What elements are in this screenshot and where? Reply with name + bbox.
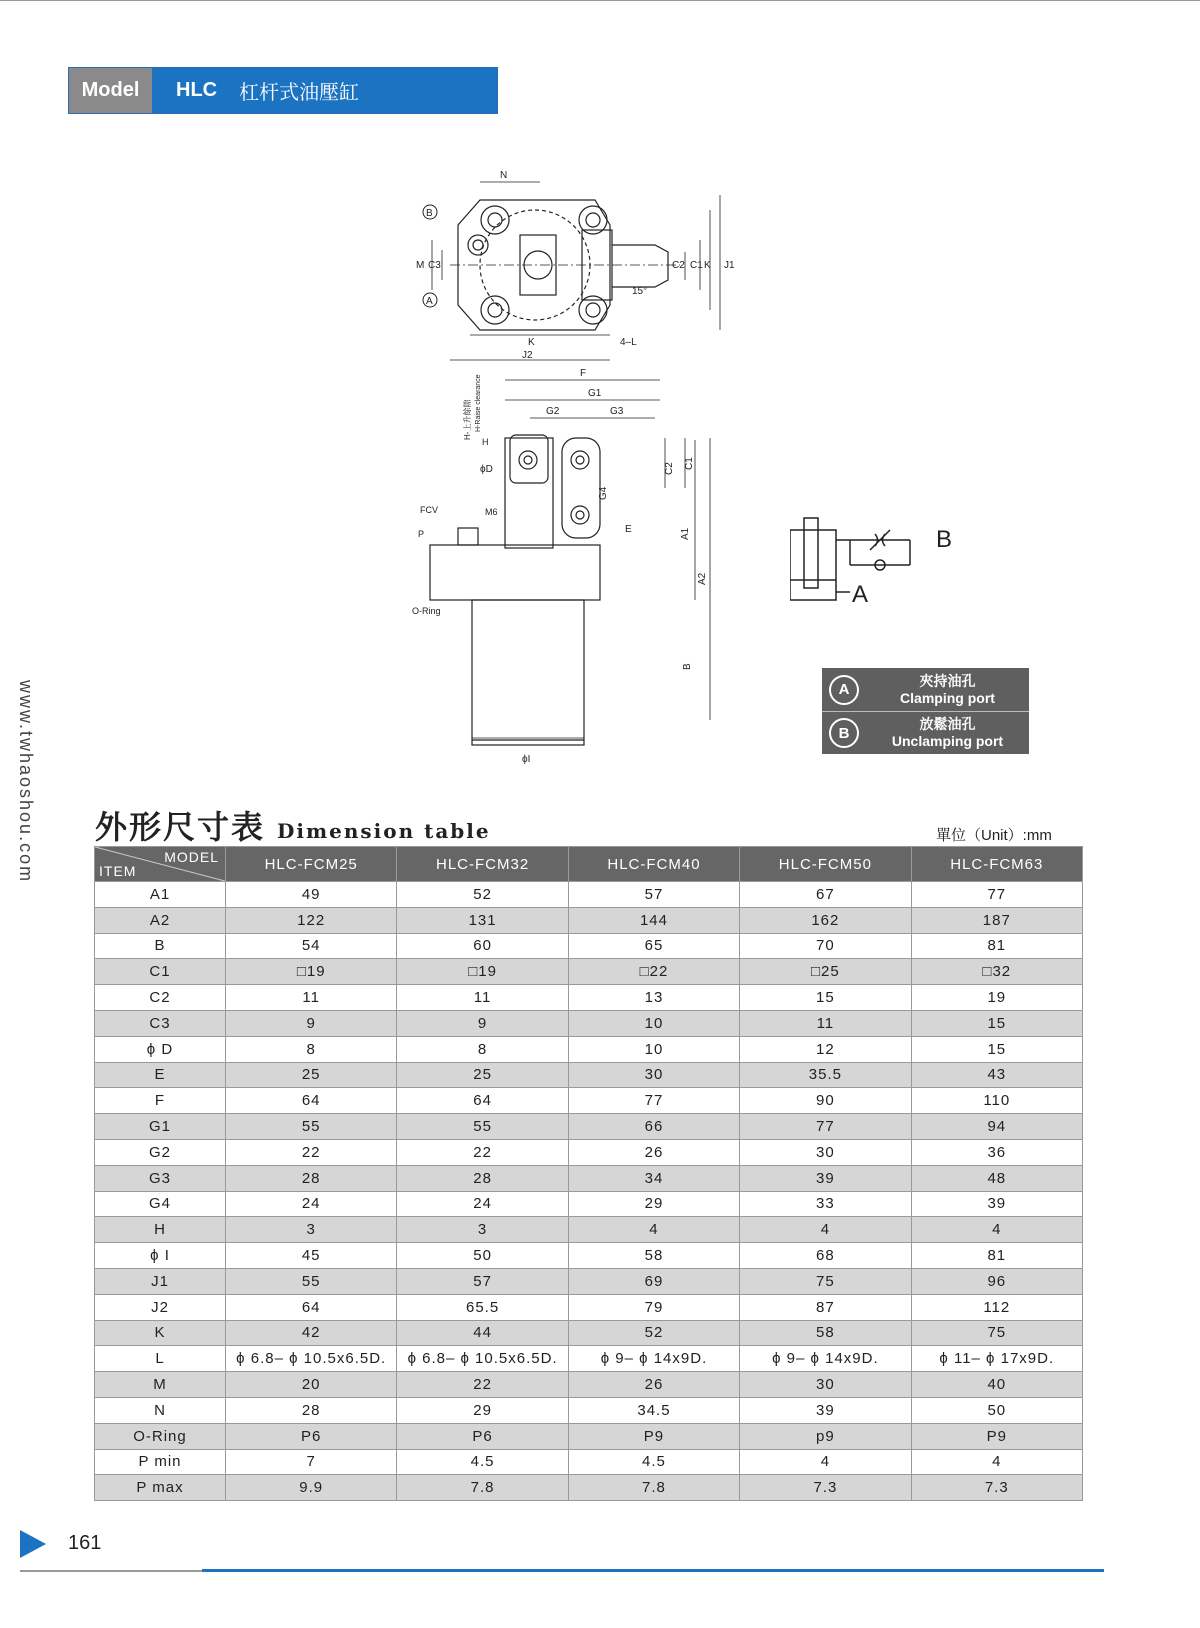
- row-item: G4: [95, 1191, 226, 1217]
- svg-text:G2: G2: [546, 406, 560, 417]
- svg-text:C2: C2: [664, 462, 675, 475]
- table-cell: 4: [911, 1449, 1082, 1475]
- table-cell: 11: [397, 985, 568, 1011]
- table-cell: 9: [226, 1010, 397, 1036]
- row-item: ϕ D: [95, 1036, 226, 1062]
- table-cell: ϕ 9– ϕ 14x9D.: [740, 1346, 911, 1372]
- svg-text:FCV: FCV: [420, 505, 438, 515]
- table-cell: 81: [911, 933, 1082, 959]
- table-cell: P9: [911, 1423, 1082, 1449]
- table-cell: 11: [740, 1010, 911, 1036]
- model-header: HLC-FCM25: [226, 847, 397, 882]
- model-header: HLC-FCM50: [740, 847, 911, 882]
- table-row: [95, 1191, 1083, 1217]
- table-cell: 64: [226, 1294, 397, 1320]
- svg-text:J1: J1: [724, 260, 735, 271]
- page-arrow-icon: [20, 1530, 46, 1558]
- table-cell: 8: [226, 1036, 397, 1062]
- schematic-port-a: A: [852, 581, 869, 608]
- dimension-table: [94, 846, 1083, 1501]
- table-cell: 110: [911, 1088, 1082, 1114]
- title-cn: 外形尺寸表: [95, 808, 266, 846]
- table-cell: 34.5: [568, 1397, 739, 1423]
- table-cell: 60: [397, 933, 568, 959]
- model-banner: [68, 67, 498, 114]
- table-cell: 4: [740, 1449, 911, 1475]
- footer-rule-grey: [20, 1570, 202, 1572]
- table-cell: 81: [911, 1243, 1082, 1269]
- table-row: [95, 1010, 1083, 1036]
- table-cell: 30: [740, 1139, 911, 1165]
- table-cell: 79: [568, 1294, 739, 1320]
- table-cell: 49: [226, 882, 397, 908]
- table-cell: 15: [740, 985, 911, 1011]
- row-item: C2: [95, 985, 226, 1011]
- table-cell: ϕ 11– ϕ 17x9D.: [911, 1346, 1082, 1372]
- side-view: [430, 380, 710, 745]
- table-cell: P6: [226, 1423, 397, 1449]
- table-cell: 54: [226, 933, 397, 959]
- table-cell: 8: [397, 1036, 568, 1062]
- table-cell: 7.3: [911, 1475, 1082, 1501]
- table-cell: 36: [911, 1139, 1082, 1165]
- svg-text:M: M: [416, 260, 425, 271]
- table-cell: 22: [226, 1139, 397, 1165]
- schematic-port-b: B: [936, 526, 953, 553]
- table-row: [95, 1449, 1083, 1475]
- table-cell: 50: [397, 1243, 568, 1269]
- table-row: [95, 1139, 1083, 1165]
- table-cell: 87: [740, 1294, 911, 1320]
- hydraulic-schematic: [790, 510, 960, 610]
- row-item: K: [95, 1320, 226, 1346]
- table-row: [95, 1268, 1083, 1294]
- svg-text:C1: C1: [690, 260, 703, 271]
- svg-text:B: B: [682, 663, 693, 670]
- table-cell: 65: [568, 933, 739, 959]
- port-legend: [822, 668, 1029, 754]
- table-cell: 28: [226, 1397, 397, 1423]
- legend-en-b: Unclamping port: [891, 733, 1004, 749]
- table-row: [95, 959, 1083, 985]
- footer-rule-blue: [202, 1569, 1104, 1572]
- row-item: H: [95, 1217, 226, 1243]
- table-row: [95, 933, 1083, 959]
- table-cell: P9: [568, 1423, 739, 1449]
- table-cell: 112: [911, 1294, 1082, 1320]
- table-cell: 10: [568, 1036, 739, 1062]
- row-item: B: [95, 933, 226, 959]
- table-cell: 122: [226, 907, 397, 933]
- port-b-marker: B: [426, 208, 433, 219]
- row-item: G1: [95, 1114, 226, 1140]
- table-cell: 55: [397, 1114, 568, 1140]
- table-cell: 12: [740, 1036, 911, 1062]
- table-cell: 42: [226, 1320, 397, 1346]
- dimension-table-title: [95, 802, 491, 848]
- table-row: [95, 1036, 1083, 1062]
- table-cell: 90: [740, 1088, 911, 1114]
- table-cell: 52: [568, 1320, 739, 1346]
- table-cell: 7.3: [740, 1475, 911, 1501]
- table-cell: 131: [397, 907, 568, 933]
- unit-label: 單位（Unit）:mm: [936, 827, 1052, 844]
- legend-key-b: B: [829, 718, 859, 748]
- row-item: P max: [95, 1475, 226, 1501]
- port-a-marker: A: [426, 296, 433, 307]
- model-header: HLC-FCM32: [397, 847, 568, 882]
- table-cell: 28: [226, 1165, 397, 1191]
- svg-text:H: H: [482, 437, 489, 447]
- table-cell: □19: [226, 959, 397, 985]
- table-cell: 55: [226, 1114, 397, 1140]
- table-cell: 39: [740, 1397, 911, 1423]
- table-cell: □25: [740, 959, 911, 985]
- row-item: L: [95, 1346, 226, 1372]
- table-cell: 35.5: [740, 1062, 911, 1088]
- table-row: [95, 1088, 1083, 1114]
- table-cell: 50: [911, 1397, 1082, 1423]
- table-row: [95, 1475, 1083, 1501]
- table-cell: 96: [911, 1268, 1082, 1294]
- table-cell: 75: [740, 1268, 911, 1294]
- row-item: J1: [95, 1268, 226, 1294]
- table-cell: 26: [568, 1372, 739, 1398]
- legend-en-a: Clamping port: [900, 689, 995, 706]
- table-row: [95, 1243, 1083, 1269]
- svg-text:E: E: [625, 524, 632, 535]
- table-cell: 20: [226, 1372, 397, 1398]
- table-cell: P6: [397, 1423, 568, 1449]
- top-view: [423, 182, 720, 360]
- table-body: [95, 882, 1083, 1501]
- svg-text:A1: A1: [680, 527, 691, 540]
- svg-text:C2: C2: [672, 260, 685, 271]
- table-cell: 4: [911, 1217, 1082, 1243]
- svg-text:C1: C1: [684, 457, 695, 470]
- table-cell: 43: [911, 1062, 1082, 1088]
- table-row: [95, 1165, 1083, 1191]
- svg-text:A2: A2: [697, 572, 708, 585]
- table-row: [95, 1320, 1083, 1346]
- table-cell: 57: [568, 882, 739, 908]
- legend-row-b: [822, 711, 1029, 754]
- table-cell: 22: [397, 1372, 568, 1398]
- table-cell: 68: [740, 1243, 911, 1269]
- table-cell: 144: [568, 907, 739, 933]
- table-row: [95, 1294, 1083, 1320]
- table-cell: 4: [740, 1217, 911, 1243]
- svg-text:F: F: [580, 368, 587, 379]
- table-cell: ϕ 9– ϕ 14x9D.: [568, 1346, 739, 1372]
- table-cell: □32: [911, 959, 1082, 985]
- table-cell: 28: [397, 1165, 568, 1191]
- table-cell: 25: [397, 1062, 568, 1088]
- svg-text:K: K: [704, 260, 711, 271]
- table-cell: 7.8: [568, 1475, 739, 1501]
- svg-text:O-Ring: O-Ring: [412, 606, 441, 616]
- table-cell: 77: [568, 1088, 739, 1114]
- table-cell: 77: [740, 1114, 911, 1140]
- row-item: E: [95, 1062, 226, 1088]
- corner-item: ITEM: [99, 863, 137, 879]
- table-row: [95, 1372, 1083, 1398]
- row-item: C3: [95, 1010, 226, 1036]
- table-cell: 4.5: [568, 1449, 739, 1475]
- svg-text:J2: J2: [522, 350, 533, 361]
- table-cell: 13: [568, 985, 739, 1011]
- table-cell: 44: [397, 1320, 568, 1346]
- table-cell: 33: [740, 1191, 911, 1217]
- legend-cn-b: 放鬆油孔: [919, 716, 976, 732]
- table-cell: 39: [740, 1165, 911, 1191]
- legend-row-a: [822, 668, 1029, 711]
- svg-text:H-Raise clearance: H-Raise clearance: [475, 374, 482, 432]
- table-cell: 58: [740, 1320, 911, 1346]
- table-cell: 30: [740, 1372, 911, 1398]
- table-cell: 94: [911, 1114, 1082, 1140]
- row-item: F: [95, 1088, 226, 1114]
- table-cell: 3: [226, 1217, 397, 1243]
- table-cell: 11: [226, 985, 397, 1011]
- table-cell: 9.9: [226, 1475, 397, 1501]
- svg-text:M6: M6: [485, 507, 498, 517]
- table-cell: 7: [226, 1449, 397, 1475]
- svg-text:C3: C3: [428, 260, 441, 271]
- table-cell: ϕ 6.8– ϕ 10.5x6.5D.: [397, 1346, 568, 1372]
- table-cell: 52: [397, 882, 568, 908]
- svg-text:K: K: [528, 337, 535, 348]
- table-cell: 45: [226, 1243, 397, 1269]
- model-title: [152, 68, 497, 113]
- model-name: 杠杆式油壓缸: [239, 82, 360, 104]
- table-cell: 22: [397, 1139, 568, 1165]
- table-cell: 40: [911, 1372, 1082, 1398]
- row-item: J2: [95, 1294, 226, 1320]
- table-cell: 55: [226, 1268, 397, 1294]
- svg-text:ϕI: ϕI: [522, 754, 531, 765]
- table-row: [95, 1217, 1083, 1243]
- corner-cell: [95, 847, 226, 882]
- table-cell: 39: [911, 1191, 1082, 1217]
- row-item: ϕ I: [95, 1243, 226, 1269]
- top-rule: [0, 0, 1200, 1]
- table-cell: p9: [740, 1423, 911, 1449]
- table-cell: 77: [911, 882, 1082, 908]
- model-tag: Model: [69, 68, 152, 113]
- table-cell: 7.8: [397, 1475, 568, 1501]
- table-row: [95, 1423, 1083, 1449]
- table-cell: 66: [568, 1114, 739, 1140]
- table-row: [95, 907, 1083, 933]
- table-header-row: [95, 847, 1083, 882]
- table-cell: 70: [740, 933, 911, 959]
- label-n: N: [500, 170, 508, 181]
- table-cell: 69: [568, 1268, 739, 1294]
- svg-text:4–L: 4–L: [620, 337, 637, 348]
- svg-text:G1: G1: [588, 388, 602, 399]
- table-row: [95, 1397, 1083, 1423]
- table-cell: 64: [226, 1088, 397, 1114]
- table-cell: 24: [397, 1191, 568, 1217]
- technical-drawing: [410, 170, 780, 770]
- svg-text:G3: G3: [610, 406, 624, 417]
- row-item: G2: [95, 1139, 226, 1165]
- table-cell: 75: [911, 1320, 1082, 1346]
- website-url: www.twhaoshou.com: [16, 680, 36, 884]
- row-item: O-Ring: [95, 1423, 226, 1449]
- table-cell: 24: [226, 1191, 397, 1217]
- svg-text:G4: G4: [598, 486, 609, 500]
- row-item: A2: [95, 907, 226, 933]
- page-number: 161: [68, 1532, 102, 1554]
- svg-text:H-上升餘隙: H-上升餘隙: [463, 399, 472, 440]
- svg-text:ϕD: ϕD: [480, 464, 493, 475]
- svg-text:P: P: [418, 529, 425, 539]
- table-cell: 26: [568, 1139, 739, 1165]
- table-cell: 67: [740, 882, 911, 908]
- table-cell: 25: [226, 1062, 397, 1088]
- table-cell: □22: [568, 959, 739, 985]
- row-item: C1: [95, 959, 226, 985]
- row-item: M: [95, 1372, 226, 1398]
- table-cell: 10: [568, 1010, 739, 1036]
- table-cell: 57: [397, 1268, 568, 1294]
- table-cell: ϕ 6.8– ϕ 10.5x6.5D.: [226, 1346, 397, 1372]
- row-item: P min: [95, 1449, 226, 1475]
- table-cell: 187: [911, 907, 1082, 933]
- table-row: [95, 1062, 1083, 1088]
- table-cell: 34: [568, 1165, 739, 1191]
- table-cell: 58: [568, 1243, 739, 1269]
- table-row: [95, 1114, 1083, 1140]
- table-cell: 48: [911, 1165, 1082, 1191]
- table-row: [95, 1346, 1083, 1372]
- legend-cn-a: 夾持油孔: [919, 672, 976, 689]
- table-cell: □19: [397, 959, 568, 985]
- table-cell: 29: [397, 1397, 568, 1423]
- row-item: G3: [95, 1165, 226, 1191]
- title-en: Dimension table: [277, 819, 491, 843]
- table-cell: 19: [911, 985, 1082, 1011]
- legend-key-a: A: [829, 675, 859, 705]
- table-cell: 4.5: [397, 1449, 568, 1475]
- model-code: HLC: [176, 79, 218, 101]
- svg-text:15°: 15°: [632, 286, 648, 297]
- table-cell: 15: [911, 1010, 1082, 1036]
- model-header: HLC-FCM63: [911, 847, 1082, 882]
- corner-model: MODEL: [164, 849, 219, 865]
- table-cell: 64: [397, 1088, 568, 1114]
- row-item: N: [95, 1397, 226, 1423]
- table-cell: 4: [568, 1217, 739, 1243]
- table-row: [95, 882, 1083, 908]
- table-cell: 30: [568, 1062, 739, 1088]
- table-cell: 15: [911, 1036, 1082, 1062]
- table-row: [95, 985, 1083, 1011]
- table-cell: 29: [568, 1191, 739, 1217]
- table-cell: 3: [397, 1217, 568, 1243]
- table-cell: 162: [740, 907, 911, 933]
- row-item: A1: [95, 882, 226, 908]
- table-cell: 9: [397, 1010, 568, 1036]
- table-cell: 65.5: [397, 1294, 568, 1320]
- model-header: HLC-FCM40: [568, 847, 739, 882]
